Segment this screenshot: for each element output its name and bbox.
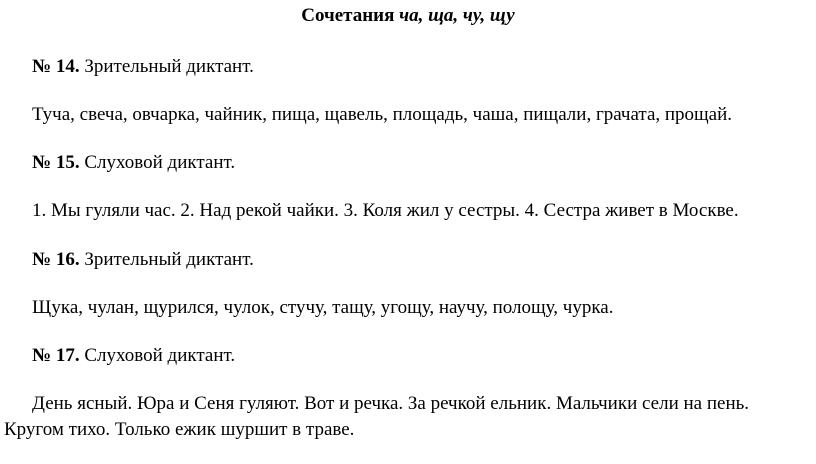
section-17-text-line-1: День ясный. Юра и Сеня гуляют. Вот и речка. За речкой ельник. Мальчики сели на пень. xyxy=(32,393,750,414)
section-17-number: № 17. xyxy=(32,345,80,366)
section-15-heading xyxy=(32,153,235,172)
section-16-text: Щука, чулан, щурился, чулок, стучу, тащу, угощу, научу, полощу, чурка. xyxy=(32,297,614,318)
section-14-text: Туча, свеча, овчарка, чайник, пища, щавель, площадь, чаша, пищали, грачата, прощай. xyxy=(32,104,733,125)
section-17-heading xyxy=(32,346,235,365)
section-15-title: Слуховой диктант. xyxy=(79,152,236,173)
title-italic: ча, ща, чу, щу xyxy=(399,5,515,26)
section-15-text: 1. Мы гуляли час. 2. Над рекой чайки. 3. Коля жил у сестры. 4. Сестра живет в Москве. xyxy=(32,200,739,221)
section-17-title: Слуховой диктант. xyxy=(79,345,236,366)
section-14-title: Зрительный диктант. xyxy=(79,56,254,77)
section-16-heading xyxy=(32,250,254,269)
section-16-number: № 16. xyxy=(32,249,80,270)
section-16-title: Зрительный диктант. xyxy=(79,249,254,270)
section-17-text-line-2: Кругом тихо. Только ежик шуршит в траве. xyxy=(4,419,355,440)
title-prefix: Сочетания xyxy=(301,5,400,26)
section-15-number: № 15. xyxy=(32,152,80,173)
section-14-number: № 14. xyxy=(32,56,80,77)
section-14-heading xyxy=(32,57,254,76)
page-title xyxy=(0,6,816,25)
